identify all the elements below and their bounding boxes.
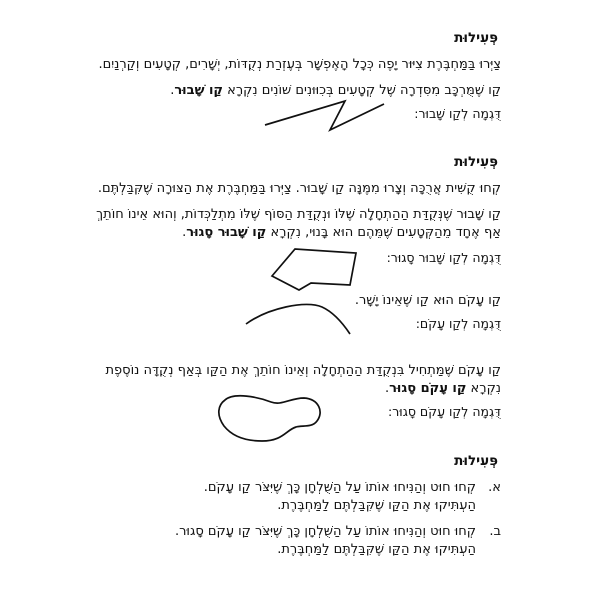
section-1-instruction: צַיְּרוּ בַּמַּחְבֶּרֶת צִיּוּר יָפֶה כְּכָל הָאֶפְשָׁר בְּעֶזְרַת נְקֻדּוֹת, יְשָׁרִים, קְטָעִים וְקַרְנַיִם.	[98, 57, 501, 72]
closed-broken-line-example-label: דֻּגְמָה לְקַו שָׁבוּר סָגוּר:	[386, 250, 501, 265]
section-3-heading: פְּעִילוּת	[454, 453, 498, 469]
broken-line-term: קַו שָׁבוּר	[174, 83, 223, 98]
closed-curve-definition-1: קַו עָקֹם שֶׁמַּתְחִיל בִּנְקֻדַּת הַהַתְחָלָה וְאֵינוֹ חוֹתֵךְ אֶת הַקַּו בְּאַף נְקֻדָּה נוֹסֶפֶת	[105, 363, 501, 378]
closed-broken-line-term: קַו שָׁבוּר סָגוּר	[186, 225, 267, 240]
section-2-instruction: קְחוּ קֻשִּׁית אֲרֻכָּה וְצָרוּ מִמֶּנָּה קַו שָׁבוּר. צַיְּרוּ בַּמַּחְבֶּרֶת אֶת הַצּוּרָה שֶׁקִּבַּלְתֶּם.	[97, 181, 501, 196]
closed-broken-line-definition-2: אַף אֶחָד מֵהַקְּטָעִים שֶׁמֵּהֶם הוּא בָּנוּי, נִקְרָא קַו שָׁבוּר סָגוּר.	[182, 225, 501, 240]
curve-definition: קַו עָקֹם הוּא קַו שֶׁאֵינוֹ יָשָׁר.	[354, 293, 501, 308]
item-b-line-1: קְחוּ חוּט וְהַנִּיחוּ אוֹתוֹ עַל הַשֻּׁלְחָן כָּךְ שֶׁיִּצֹּר קַו עָקֹם סָגוּר.	[174, 524, 476, 539]
closed-broken-line-definition-1: קַו שָׁבוּר שֶׁנְּקֻדַּת הַהַתְחָלָה שֶׁלּוֹ וּנְקֻדַּת הַסּוֹף שֶׁלּוֹ מִתְלַכְּדוֹת, וְהוּא אֵינוֹ חוֹתֵךְ	[96, 207, 501, 222]
item-b-line-2: הַעְתִּיקוּ אֶת הַקַּו שֶׁקִּבַּלְתֶּם לַמַּחְבֶּרֶת.	[277, 542, 476, 557]
broken-line-example-label: דֻּגְמָה לְקַו שָׁבוּר:	[414, 106, 501, 121]
item-a-line-1: קְחוּ חוּט וְהַנִּיחוּ אוֹתוֹ עַל הַשֻּׁלְחָן כָּךְ שֶׁיִּצֹּר קַו עָקֹם.	[203, 480, 476, 495]
closed-curve-drawing	[219, 396, 320, 441]
closed-curve-term: קַו עָקֹם סָגוּר	[389, 381, 467, 396]
closed-curve-definition-2: נִקְרָא קַו עָקֹם סָגוּר.	[384, 381, 501, 396]
broken-line-definition: קַו שֶׁמֻּרְכָּב מִסִּדְרָה שֶׁל קְטָעִים בְּכִוּוּנִים שׁוֹנִים נִקְרָא קַו שָׁבוּר.	[170, 83, 501, 98]
item-a-label: א.	[488, 480, 501, 495]
section-1-heading: פְּעִילוּת	[454, 30, 498, 46]
item-a-line-2: הַעְתִּיקוּ אֶת הַקַּו שֶׁקִּבַּלְתֶּם לַמַּחְבֶּרֶת.	[277, 498, 476, 513]
curve-example-label: דֻּגְמָה לְקַו עָקֹם:	[415, 316, 501, 331]
item-b-label: ב.	[489, 524, 501, 539]
section-2-heading: פְּעִילוּת	[454, 154, 498, 170]
closed-curve-example-label: דֻּגְמָה לְקַו עָקֹם סָגוּר:	[388, 404, 501, 419]
